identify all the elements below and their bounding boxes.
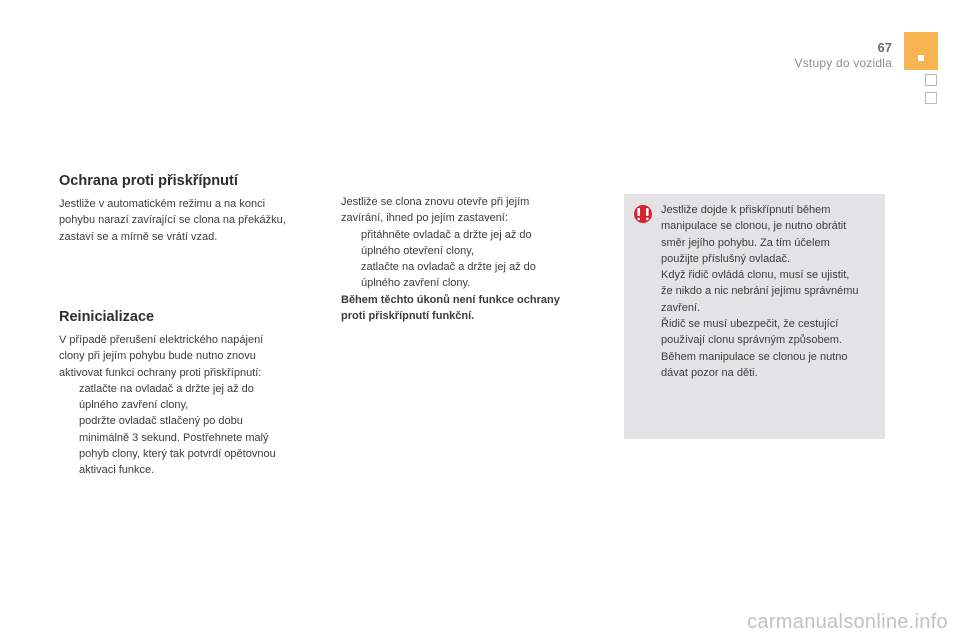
text-line: úplného zavření clony, bbox=[79, 399, 189, 412]
text-line: aktivovat funkci ochrany proti přiskřípnutí: bbox=[59, 366, 262, 379]
list-item bbox=[341, 259, 609, 292]
text-line: clony při jejím pohybu bude nutno znovu bbox=[59, 350, 256, 363]
text-line: směr jejího pohybu. Za tím účelem bbox=[661, 236, 830, 249]
text-line: Jestliže dojde k přiskřípnutí během bbox=[661, 204, 831, 216]
text-line: manipulace se clonou, je nutno obrátit bbox=[661, 220, 847, 233]
text-line: podržte ovladač stlačený po dobu bbox=[79, 415, 243, 428]
text-line: Jestliže v automatickém režimu a na konci bbox=[59, 198, 266, 210]
section-body-reinitialization bbox=[59, 332, 321, 479]
chapter-title: Vstupy do vozidla bbox=[794, 56, 892, 70]
text-line: aktivaci funkce. bbox=[79, 464, 155, 477]
text-line: dávat pozor na děti. bbox=[661, 366, 758, 379]
important-note: Během těchto úkonů není funkce ochrany bbox=[341, 293, 560, 306]
text-line: zastaví se a mírně se vrátí vzad. bbox=[59, 230, 218, 243]
text-line: použijte příslušný ovladač. bbox=[661, 252, 791, 265]
bullet-list bbox=[341, 227, 609, 292]
bullet-list bbox=[59, 381, 321, 479]
list-item bbox=[59, 413, 321, 478]
warning-exclamation-icon bbox=[632, 204, 654, 224]
section-title-anti-pinch: Ochrana proti přiskřípnutí bbox=[59, 173, 238, 189]
section-body-anti-pinch bbox=[59, 196, 319, 245]
text-line: zatlačte na ovladač a držte jej až do bbox=[79, 382, 254, 395]
text-line: pohyb clony, který tak potvrdí opětovnou bbox=[79, 448, 276, 461]
middle-column bbox=[341, 194, 609, 324]
chapter-tab-active bbox=[904, 32, 938, 70]
section-title-reinitialization: Reinicializace bbox=[59, 309, 155, 325]
text-line: zatlačte na ovladač a držte jej až do bbox=[361, 261, 536, 274]
text-line: používají clonu správným způsobem. bbox=[661, 334, 842, 347]
warning-box bbox=[624, 194, 885, 439]
chapter-tab-box bbox=[925, 74, 937, 86]
watermark: carmanualsonline.info bbox=[747, 611, 948, 633]
text-line: zavření. bbox=[661, 301, 701, 314]
text-line: Řidič se musí ubezpečit, že cestující bbox=[661, 318, 839, 331]
text-line: úplného zavření clony. bbox=[361, 277, 471, 290]
text-line: Jestliže se clona znovu otevře při jejím bbox=[341, 196, 530, 208]
page-number: 67 bbox=[877, 40, 892, 55]
text-line: minimálně 3 sekund. Postřehnete malý bbox=[79, 431, 269, 444]
text-line: že nikdo a nic nebrání jejímu správnému bbox=[661, 285, 859, 298]
text-line: V případě přerušení elektrického napájení bbox=[59, 334, 264, 346]
text-line: Když řidič ovládá clonu, musí se ujistit, bbox=[661, 269, 850, 282]
warning-text bbox=[661, 202, 883, 381]
text-line: úplného otevření clony, bbox=[361, 244, 474, 257]
tab-marker-icon bbox=[918, 55, 924, 61]
list-item bbox=[59, 381, 321, 414]
text-line: zavírání, ihned po jejím zastavení: bbox=[341, 212, 508, 225]
chapter-tab-box bbox=[925, 92, 937, 104]
important-note: proti přiskřípnutí funkční. bbox=[341, 310, 475, 323]
list-item bbox=[341, 227, 609, 260]
text-line: Během manipulace se clonou je nutno bbox=[661, 350, 848, 363]
text-line: pohybu narazí zavírající se clona na překážku, bbox=[59, 214, 286, 227]
text-line: přitáhněte ovladač a držte jej až do bbox=[361, 228, 532, 241]
